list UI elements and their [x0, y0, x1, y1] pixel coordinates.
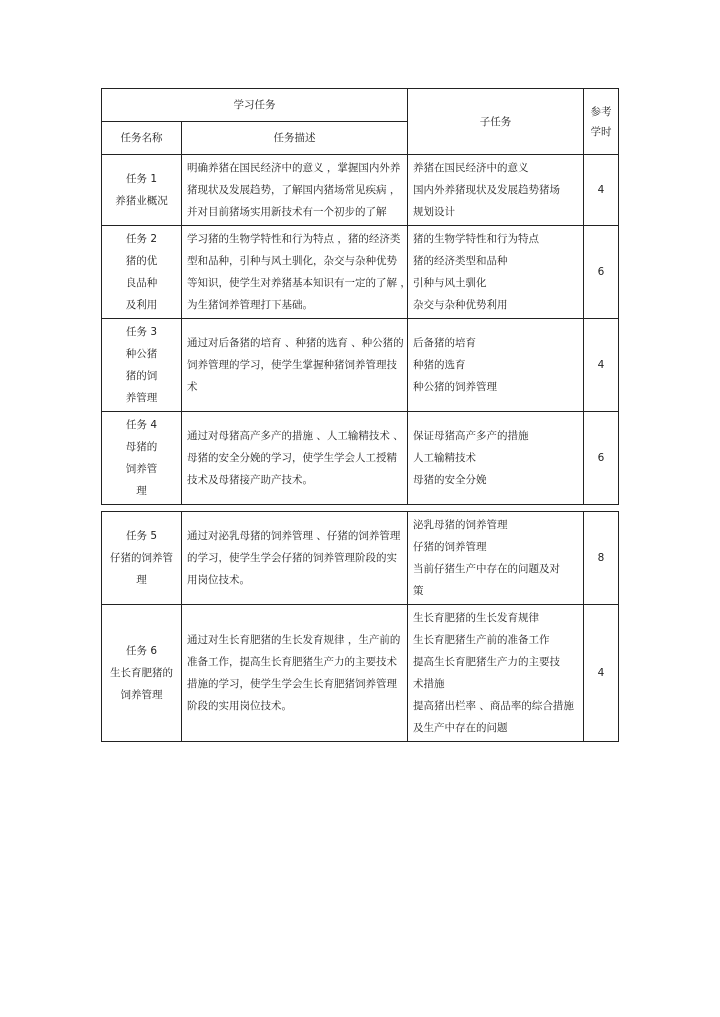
task-desc-line: 通过对后备猪的培育 、种猪的选育 、种公猪的	[187, 337, 404, 349]
task-desc-line: 的学习，使学生学会仔猪的饲养管理阶段的实	[187, 552, 397, 564]
task-desc-line: 通过对生长育肥猪的生长发育规律 ，生产前的	[187, 634, 401, 646]
task-desc-cell	[182, 226, 411, 319]
task-name-line: 养管理	[125, 392, 158, 404]
subtask-line: 后备猪的培育	[413, 337, 476, 349]
subtask-cell	[408, 155, 584, 226]
subtask-cell	[408, 512, 584, 605]
task-name-line: 猪的优	[125, 255, 158, 267]
task-name-line: 养猪业概况	[115, 195, 168, 207]
header-ref-hours-line: 参考	[590, 105, 612, 118]
task-desc-line: 明确养猪在国民经济中的意义 ，掌握国内外养	[187, 162, 401, 174]
header-ref-hours	[584, 89, 619, 155]
subtask-line: 及生产中存在的问题	[413, 722, 508, 734]
subtask-line: 引种与风土驯化	[413, 277, 487, 289]
task-desc-line: 等知识，使学生对养猪基本知识有一定的了解 ，	[187, 277, 411, 289]
table-row	[102, 512, 619, 605]
task-name-line: 生长育肥猪的	[110, 667, 173, 679]
subtask-line: 规划设计	[413, 206, 455, 218]
header-task-desc: 任务描述	[182, 122, 408, 155]
subtask-line: 生长育肥猪生产前的准备工作	[413, 634, 550, 646]
subtask-line: 提高生长育肥猪生产力的主要技	[413, 656, 560, 668]
subtask-line: 保证母猪高产多产的措施	[413, 430, 529, 442]
subtask-line: 种公猪的饲养管理	[413, 381, 497, 393]
table-row	[102, 319, 619, 412]
subtask-cell	[408, 226, 584, 319]
subtask-line: 种猪的选育	[413, 359, 466, 371]
task-desc-line: 猪现状及发展趋势，了解国内猪场常见疾病 ，	[187, 184, 401, 196]
task-name-line: 任务 4	[125, 419, 158, 431]
subtask-line: 国内外养猪现状及发展趋势猪场	[413, 184, 560, 196]
task-name-line: 猪的饲	[125, 370, 158, 382]
table-row	[102, 605, 619, 742]
task-name-line: 饲养管	[125, 463, 158, 475]
task-desc-line: 措施的学习，使学生学会生长育肥猪饲养管理	[187, 678, 397, 690]
header-subtask: 子任务	[408, 89, 584, 155]
task-name-line: 任务 5	[125, 530, 158, 542]
task-desc-cell	[182, 512, 408, 605]
task-name-cell	[102, 512, 182, 605]
header-ref-hours-line: 学时	[590, 125, 612, 138]
subtask-line: 人工输精技术	[413, 452, 476, 464]
course-task-table	[101, 88, 618, 742]
task-name-line: 饲养管理	[120, 689, 163, 701]
task-name-line: 任务 2	[125, 233, 158, 245]
task-desc-cell	[182, 155, 408, 226]
page-break-gap	[102, 505, 619, 512]
task-desc-line: 型和品种，引种与风土驯化，杂交与杂种优势	[187, 255, 397, 267]
hours-cell: 4	[584, 605, 619, 742]
subtask-line: 养猪在国民经济中的意义	[413, 162, 529, 174]
task-name-cell	[102, 605, 182, 742]
table-row	[102, 412, 619, 505]
hours-cell: 4	[584, 319, 619, 412]
task-name-cell	[102, 319, 182, 412]
subtask-line: 仔猪的饲养管理	[413, 541, 487, 553]
task-desc-cell	[182, 412, 408, 505]
task-name-cell	[102, 226, 182, 319]
hours-cell: 4	[584, 155, 619, 226]
task-desc-line: 通过对母猪高产多产的措施 、人工输精技术 、	[187, 430, 404, 442]
task-name-line: 仔猪的饲养管	[110, 552, 173, 564]
subtask-line: 术措施	[413, 678, 445, 690]
task-name-line: 种公猪	[125, 348, 158, 360]
table-row	[102, 226, 619, 319]
subtask-line: 泌乳母猪的饲养管理	[413, 519, 508, 531]
task-desc-line: 并对目前猪场实用新技术有一个初步的了解	[187, 206, 387, 218]
task-desc-line: 技术及母猪接产助产技术。	[187, 474, 313, 486]
task-desc-line: 为生猪饲养管理打下基础。	[187, 299, 313, 311]
task-desc-cell	[182, 605, 408, 742]
task-name-cell	[102, 155, 182, 226]
task-name-line: 任务 1	[125, 173, 158, 185]
task-name-cell	[102, 412, 182, 505]
task-desc-line: 用岗位技术。	[187, 574, 250, 586]
subtask-line: 猪的生物学特性和行为特点	[413, 233, 539, 245]
subtask-cell	[408, 605, 584, 742]
task-desc-line: 母猪的安全分娩的学习，使学生学会人工授精	[187, 452, 397, 464]
task-name-line: 母猪的	[125, 441, 158, 453]
task-name-line: 良品种	[125, 277, 158, 289]
task-desc-line: 术	[187, 381, 198, 393]
subtask-line: 策	[413, 585, 424, 597]
subtask-line: 母猪的安全分娩	[413, 474, 487, 486]
hours-cell: 6	[584, 412, 619, 505]
subtask-line: 生长育肥猪的生长发育规律	[413, 612, 539, 624]
hours-cell: 8	[584, 512, 619, 605]
task-desc-cell	[182, 319, 408, 412]
task-desc-line: 阶段的实用岗位技术。	[187, 700, 292, 712]
task-name-line: 任务 3	[125, 326, 158, 338]
subtask-line: 当前仔猪生产中存在的问题及对	[413, 563, 560, 575]
task-desc-line: 学习猪的生物学特性和行为特点 ，猪的经济类	[187, 233, 401, 245]
table-row	[102, 155, 619, 226]
header-task-name: 任务名称	[102, 122, 182, 155]
subtask-line: 提高猪出栏率 、商品率的综合措施	[413, 700, 574, 712]
header-learning-task: 学习任务	[102, 89, 408, 122]
hours-cell: 6	[584, 226, 619, 319]
subtask-cell	[408, 319, 584, 412]
subtask-line: 猪的经济类型和品种	[413, 255, 508, 267]
task-name-line: 理	[136, 485, 147, 497]
task-name-line: 及利用	[125, 299, 158, 311]
subtask-cell	[408, 412, 584, 505]
task-desc-line: 准备工作，提高生长育肥猪生产力的主要技术	[187, 656, 397, 668]
task-desc-line: 饲养管理的学习，使学生掌握种猪饲养管理技	[187, 359, 397, 371]
task-desc-line: 通过对泌乳母猪的饲养管理 、仔猪的饲养管理	[187, 530, 401, 542]
task-name-line: 理	[136, 574, 147, 586]
task-name-line: 任务 6	[125, 645, 158, 657]
subtask-line: 杂交与杂种优势利用	[413, 299, 508, 311]
